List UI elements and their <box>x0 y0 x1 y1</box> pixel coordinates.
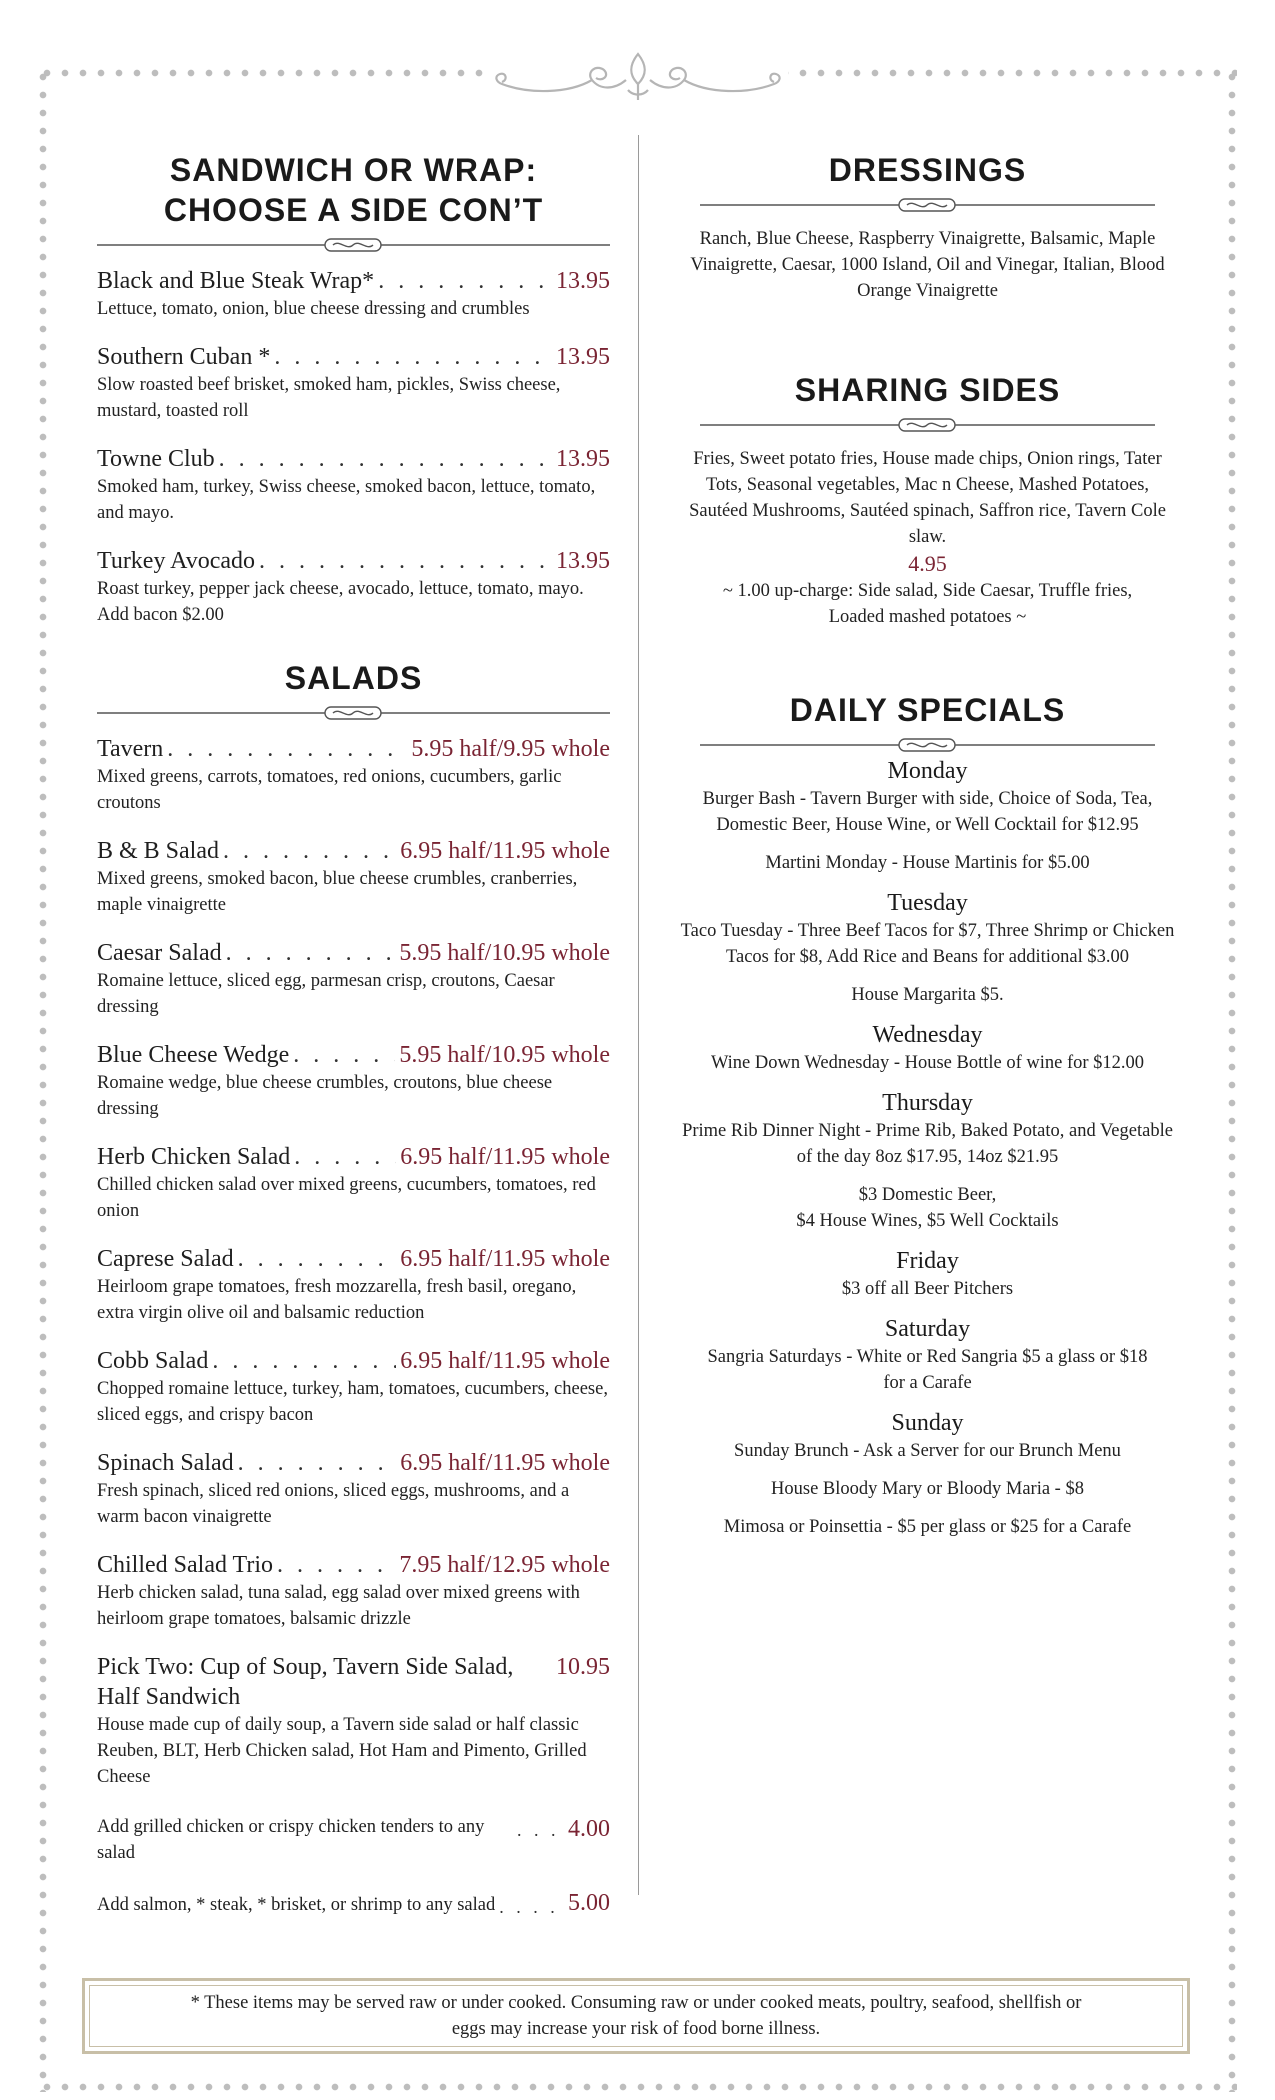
dot-leader <box>238 1448 397 1478</box>
dot-leader <box>378 266 552 296</box>
item-description: Herb chicken salad, tuna salad, egg salad over mixed greens with heirloom grape tomatoes, balsamic drizzle <box>97 1583 580 1629</box>
menu-item <box>97 1142 610 1224</box>
item-description: Mixed greens, carrots, tomatoes, red onions, cucumbers, garlic croutons <box>97 767 562 813</box>
dot-leader <box>238 1244 397 1274</box>
section-separator-icon <box>97 234 610 256</box>
menu-item <box>97 546 610 628</box>
special-text: $3 off all Beer Pitchers <box>841 1279 1014 1299</box>
sandwich-heading <box>97 150 610 230</box>
section-separator-icon <box>700 414 1155 436</box>
salads-heading: SALADS <box>284 660 423 696</box>
item-name: Southern Cuban * <box>97 344 271 370</box>
special-text: House Bloody Mary or Bloody Maria - $8 <box>771 1479 1084 1499</box>
top-flourish-ornament-icon <box>488 50 788 106</box>
menu-item <box>97 1346 610 1428</box>
menu-item <box>97 1550 610 1632</box>
item-price: 6.95 half/11.95 whole <box>400 1450 610 1476</box>
addon-price: 4.00 <box>568 1816 610 1842</box>
item-price: 7.95 half/12.95 whole <box>399 1552 610 1578</box>
menu-item <box>97 836 610 918</box>
special-text: Mimosa or Poinsettia - $5 per glass or $25 for a Carafe <box>723 1517 1132 1537</box>
item-price: 13.95 <box>556 268 610 294</box>
menu-item <box>97 1040 610 1122</box>
sandwich-heading-line-1: SANDWICH OR WRAP: <box>169 152 538 188</box>
item-price: 6.95 half/11.95 whole <box>400 1144 610 1170</box>
special-text: Prime Rib Dinner Night - Prime Rib, Baked Potato, and Vegetable of the day 8oz $17.95, 14oz $21.95 <box>682 1121 1173 1167</box>
dot-leader <box>167 734 407 764</box>
right-column <box>680 150 1175 1552</box>
border-dots-right <box>1227 68 1237 2092</box>
dressings-list: Ranch, Blue Cheese, Raspberry Vinaigrette, Balsamic, Maple Vinaigrette, Caesar, 1000 Island, Oil and Vinegar, Italian, Blood Orange Vinaigrette <box>690 229 1165 301</box>
item-price: 13.95 <box>556 446 610 472</box>
item-description: Chopped romaine lettuce, turkey, ham, tomatoes, cucumbers, cheese, sliced eggs, and crispy bacon <box>97 1379 608 1425</box>
dot-leader <box>226 938 396 968</box>
special-text: House Margarita $5. <box>851 985 1004 1005</box>
left-column <box>97 150 610 1940</box>
dot-leader <box>293 1040 395 1070</box>
day-sunday: Sunday <box>891 1410 964 1436</box>
special-text: Taco Tuesday - Three Beef Tacos for $7, Three Shrimp or Chicken Tacos for $8, Add Rice and Beans for additional $3.00 <box>680 921 1175 967</box>
special-text: Wine Down Wednesday - House Bottle of wine for $12.00 <box>710 1053 1145 1073</box>
addon-price-wrap <box>517 1814 610 1845</box>
menu-item-pick-two <box>97 1652 610 1790</box>
day-monday: Monday <box>887 758 968 784</box>
item-price: 6.95 half/11.95 whole <box>400 1246 610 1272</box>
item-description: Romaine wedge, blue cheese crumbles, croutons, blue cheese dressing <box>97 1073 553 1119</box>
item-description: Fresh spinach, sliced red onions, sliced eggs, mushrooms, and a warm bacon vinaigrette <box>97 1481 570 1527</box>
border-dots-left <box>38 68 48 2092</box>
item-price: 13.95 <box>556 548 610 574</box>
addon-price: 5.00 <box>568 1890 610 1916</box>
dot-leader: . . . <box>517 1820 568 1840</box>
addon-text: Add grilled chicken or crispy chicken tenders to any salad <box>97 1817 485 1863</box>
special-text: Burger Bash - Tavern Burger with side, Choice of Soda, Tea, Domestic Beer, House Wine, or Well Cocktail for $12.95 <box>702 789 1153 835</box>
section-separator-icon <box>97 702 610 724</box>
day-friday: Friday <box>896 1248 959 1274</box>
item-description: House made cup of daily soup, a Tavern side salad or half classic Reuben, BLT, Herb Chicken salad, Hot Ham and Pimento, Grilled Cheese <box>97 1715 587 1787</box>
sharing-sides-heading: SHARING SIDES <box>794 372 1061 408</box>
item-price: 5.95 half/10.95 whole <box>399 1042 610 1068</box>
day-saturday: Saturday <box>884 1316 971 1342</box>
item-name: Blue Cheese Wedge <box>97 1042 290 1068</box>
item-description: Lettuce, tomato, onion, blue cheese dressing and crumbles <box>97 299 530 319</box>
sharing-sides-upcharge: ~ 1.00 up-charge: Side salad, Side Caesar, Truffle fries, Loaded mashed potatoes ~ <box>722 581 1133 627</box>
day-thursday: Thursday <box>882 1090 973 1116</box>
salad-addon <box>97 1814 610 1866</box>
item-description: Smoked ham, turkey, Swiss cheese, smoked bacon, lettuce, tomato, and mayo. <box>97 477 596 523</box>
item-description: Mixed greens, smoked bacon, blue cheese crumbles, cranberries, maple vinaigrette <box>97 869 578 915</box>
item-name: Spinach Salad <box>97 1450 234 1476</box>
dot-leader <box>259 546 552 576</box>
special-text: $3 Domestic Beer, $4 House Wines, $5 Well Cocktails <box>796 1185 1059 1231</box>
dot-leader <box>223 836 396 866</box>
item-price: 6.95 half/11.95 whole <box>400 838 610 864</box>
menu-item <box>97 938 610 1020</box>
item-name: B & B Salad <box>97 838 220 864</box>
item-name: Herb Chicken Salad <box>97 1144 291 1170</box>
item-price: 13.95 <box>556 344 610 370</box>
day-tuesday: Tuesday <box>887 890 968 916</box>
dot-leader <box>294 1142 396 1172</box>
item-description: Slow roasted beef brisket, smoked ham, pickles, Swiss cheese, mustard, toasted roll <box>97 375 561 421</box>
item-price: 10.95 <box>556 1654 610 1680</box>
footer-disclaimer-box <box>82 1978 1190 2054</box>
sandwich-heading-line-2: CHOOSE A SIDE CON’T <box>163 192 544 228</box>
dot-leader <box>274 342 552 372</box>
column-divider <box>638 135 639 1895</box>
sharing-sides-list: Fries, Sweet potato fries, House made chips, Onion rings, Tater Tots, Seasonal vegetables, Mac n Cheese, Mashed Potatoes, Sautéed Mushrooms, Sautéed spinach, Saffron rice, Tavern Cole slaw. <box>689 449 1166 547</box>
item-description: Roast turkey, pepper jack cheese, avocado, lettuce, tomato, mayo. <box>97 579 584 599</box>
daily-specials-heading: DAILY SPECIALS <box>789 692 1066 728</box>
item-name: Pick Two: Cup of Soup, Tavern Side Salad, Half Sandwich <box>97 1654 514 1710</box>
item-name: Caprese Salad <box>97 1246 234 1272</box>
menu-item <box>97 734 610 816</box>
item-name: Towne Club <box>97 446 215 472</box>
item-name: Chilled Salad Trio <box>97 1552 274 1578</box>
sharing-sides-price: 4.95 <box>908 551 947 576</box>
section-separator-icon <box>700 734 1155 756</box>
day-wednesday: Wednesday <box>872 1022 983 1048</box>
dot-leader <box>212 1346 396 1376</box>
addon-text: Add salmon, * steak, * brisket, or shrimp to any salad <box>97 1895 496 1915</box>
menu-item <box>97 1244 610 1326</box>
item-name: Black and Blue Steak Wrap* <box>97 268 375 294</box>
menu-item <box>97 266 610 322</box>
item-description: Heirloom grape tomatoes, fresh mozzarella, fresh basil, oregano, extra virgin olive oil and balsamic reduction <box>97 1277 577 1323</box>
dot-leader <box>499 1897 564 1918</box>
item-price: 6.95 half/11.95 whole <box>400 1348 610 1374</box>
item-name: Caesar Salad <box>97 940 222 966</box>
menu-item <box>97 1448 610 1530</box>
item-description: Chilled chicken salad over mixed greens, cucumbers, tomatoes, red onion <box>97 1175 596 1221</box>
dot-leader <box>219 444 552 474</box>
item-addon-note: Add bacon $2.00 <box>97 605 224 625</box>
item-price: 5.95 half/9.95 whole <box>411 736 610 762</box>
menu-item <box>97 342 610 424</box>
menu-item <box>97 444 610 526</box>
special-text: Sunday Brunch - Ask a Server for our Brunch Menu <box>734 1441 1121 1461</box>
special-text: Sangria Saturdays - White or Red Sangria $5 a glass or $18 for a Carafe <box>707 1347 1148 1393</box>
item-price: 5.95 half/10.95 whole <box>399 940 610 966</box>
section-separator-icon <box>700 194 1155 216</box>
footer-disclaimer: * These items may be served raw or under cooked. Consuming raw or under cooked meats, poultry, seafood, shellfish or eggs may increase your risk of food borne illness. <box>89 1985 1183 2047</box>
dressings-heading: DRESSINGS <box>828 152 1027 188</box>
salad-addon <box>97 1888 610 1918</box>
item-description: Romaine lettuce, sliced egg, parmesan crisp, croutons, Caesar dressing <box>97 971 555 1017</box>
special-text: Martini Monday - House Martinis for $5.00 <box>765 853 1090 873</box>
dot-leader <box>277 1550 395 1580</box>
item-name: Tavern <box>97 736 164 762</box>
item-name: Cobb Salad <box>97 1348 209 1374</box>
item-name: Turkey Avocado <box>97 548 255 574</box>
border-dots-bottom <box>38 2082 1237 2092</box>
